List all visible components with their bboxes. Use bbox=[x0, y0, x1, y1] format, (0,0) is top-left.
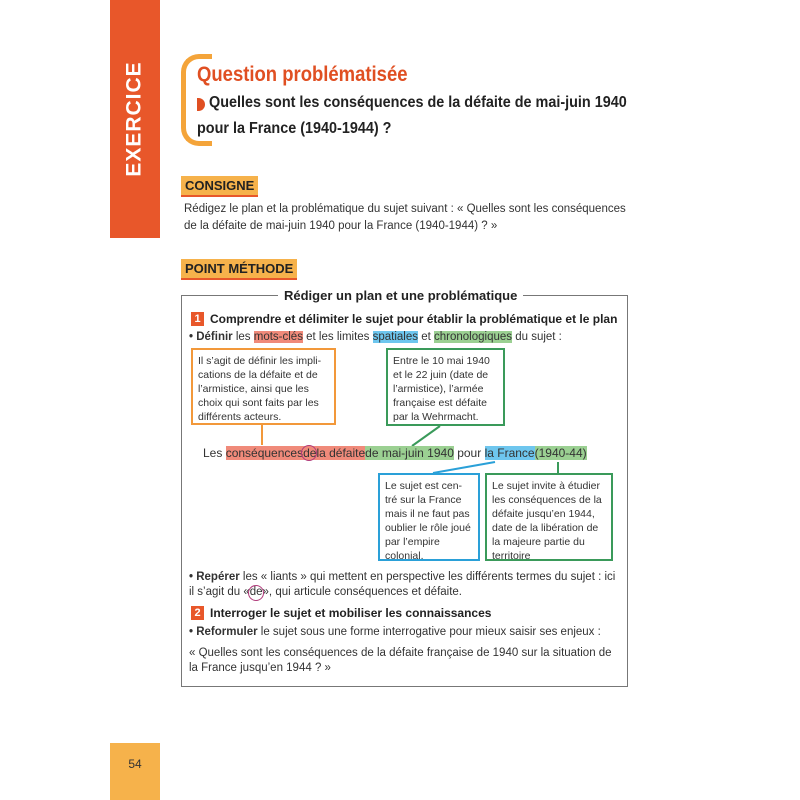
sentence-consequences: conséquences bbox=[225, 446, 304, 460]
question-line-2: pour la France (1940-1944) ? bbox=[197, 120, 392, 137]
reperer-line-2 bbox=[189, 586, 462, 598]
define-text-b: et les limites bbox=[302, 331, 373, 343]
consigne-line-2: de la défaite de mai-juin 1940 pour la France (1940-1944) ? » bbox=[184, 220, 498, 232]
sentence-france: la France bbox=[484, 446, 535, 460]
reperer-text-2b: », qui articule conséquences et défaite. bbox=[262, 586, 462, 598]
sentence-de bbox=[303, 446, 316, 460]
methode-label: POINT MÉTHODE bbox=[181, 259, 297, 280]
question-title: Question problématisée bbox=[197, 63, 408, 86]
reformuler-text: le sujet sous une forme interrogative pour mieux saisir ses enjeux : bbox=[257, 626, 601, 638]
reperer-bold: • Repérer bbox=[189, 571, 240, 583]
annotation-box-mots-cles: Il s’agit de définir les impli-cations de la défaite et de l’armistice, ainsi que les choix qui sont faits par les différents acteurs. bbox=[191, 348, 336, 425]
connector-blue bbox=[433, 462, 495, 473]
sentence-pour: pour bbox=[453, 446, 485, 460]
de-circle-marker bbox=[301, 445, 317, 461]
step-2-title: Interroger le sujet et mobiliser les connaissances bbox=[210, 606, 492, 620]
page-number: 54 bbox=[128, 757, 142, 771]
sentence-date: de mai-juin 1940 bbox=[365, 446, 454, 460]
reformuler-bold: • Reformuler bbox=[189, 626, 258, 638]
reperer-de bbox=[250, 586, 263, 598]
reperer-de-text: de bbox=[249, 586, 263, 598]
reformuler-line bbox=[189, 626, 601, 638]
consigne-line-1: Rédigez le plan et la problématique du sujet suivant : « Quelles sont les conséquences bbox=[184, 203, 626, 215]
step-1-title: Comprendre et délimiter le sujet pour établir la problématique et le plan bbox=[210, 312, 618, 326]
define-text-d: du sujet : bbox=[512, 331, 562, 343]
define-motscles: mots-clés bbox=[253, 331, 303, 343]
reperer-line-1 bbox=[189, 571, 615, 583]
define-text-a: les bbox=[232, 331, 254, 343]
annotation-box-chronologie: Entre le 10 mai 1940 et le 22 juin (date de l’armistice), l’armée française est défaite par la Wehrmacht. bbox=[386, 348, 505, 426]
annotation-box-spatial: Le sujet est cen-tré sur la France mais il ne faut pas oublier le rôle joué par l’empire colonial. bbox=[378, 473, 480, 561]
connector-green-top bbox=[412, 426, 440, 446]
reformulation-quote-1: « Quelles sont les conséquences de la défaite française de 1940 sur la situation de bbox=[189, 647, 612, 659]
sentence-years: (1940-44) bbox=[534, 446, 587, 460]
step-1-number: 1 bbox=[191, 312, 204, 326]
sentence-la-defaite: la défaite bbox=[316, 446, 366, 460]
subject-sentence bbox=[203, 446, 587, 460]
sentence-les: Les bbox=[203, 446, 226, 460]
define-spatiales: spatiales bbox=[372, 331, 419, 343]
question-line-1: Quelles sont les conséquences de la défaite de mai-juin 1940 bbox=[209, 94, 627, 111]
define-bold: • Définir bbox=[189, 331, 233, 343]
define-text-c: et bbox=[418, 331, 434, 343]
reformulation-quote-2: la France jusqu’en 1944 ? » bbox=[189, 662, 331, 674]
sentence-de-text: de bbox=[303, 446, 317, 460]
annotation-box-chronologie-fin: Le sujet invite à étudier les conséquences de la défaite jusqu’en 1944, date de la libération de la majeure partie du territoire bbox=[485, 473, 613, 561]
step-2-number: 2 bbox=[191, 606, 204, 620]
reperer-text-2a: il s’agit du « bbox=[189, 586, 250, 598]
reperer-circle-marker bbox=[248, 585, 264, 601]
consigne-label: CONSIGNE bbox=[181, 176, 258, 197]
define-chrono: chronologiques bbox=[434, 331, 513, 343]
side-tab-label: EXERCICE bbox=[123, 61, 147, 177]
reperer-text-1: les « liants » qui mettent en perspective les différents termes du sujet : ici bbox=[239, 571, 616, 583]
methode-frame-title: Rédiger un plan et une problématique bbox=[278, 288, 523, 303]
